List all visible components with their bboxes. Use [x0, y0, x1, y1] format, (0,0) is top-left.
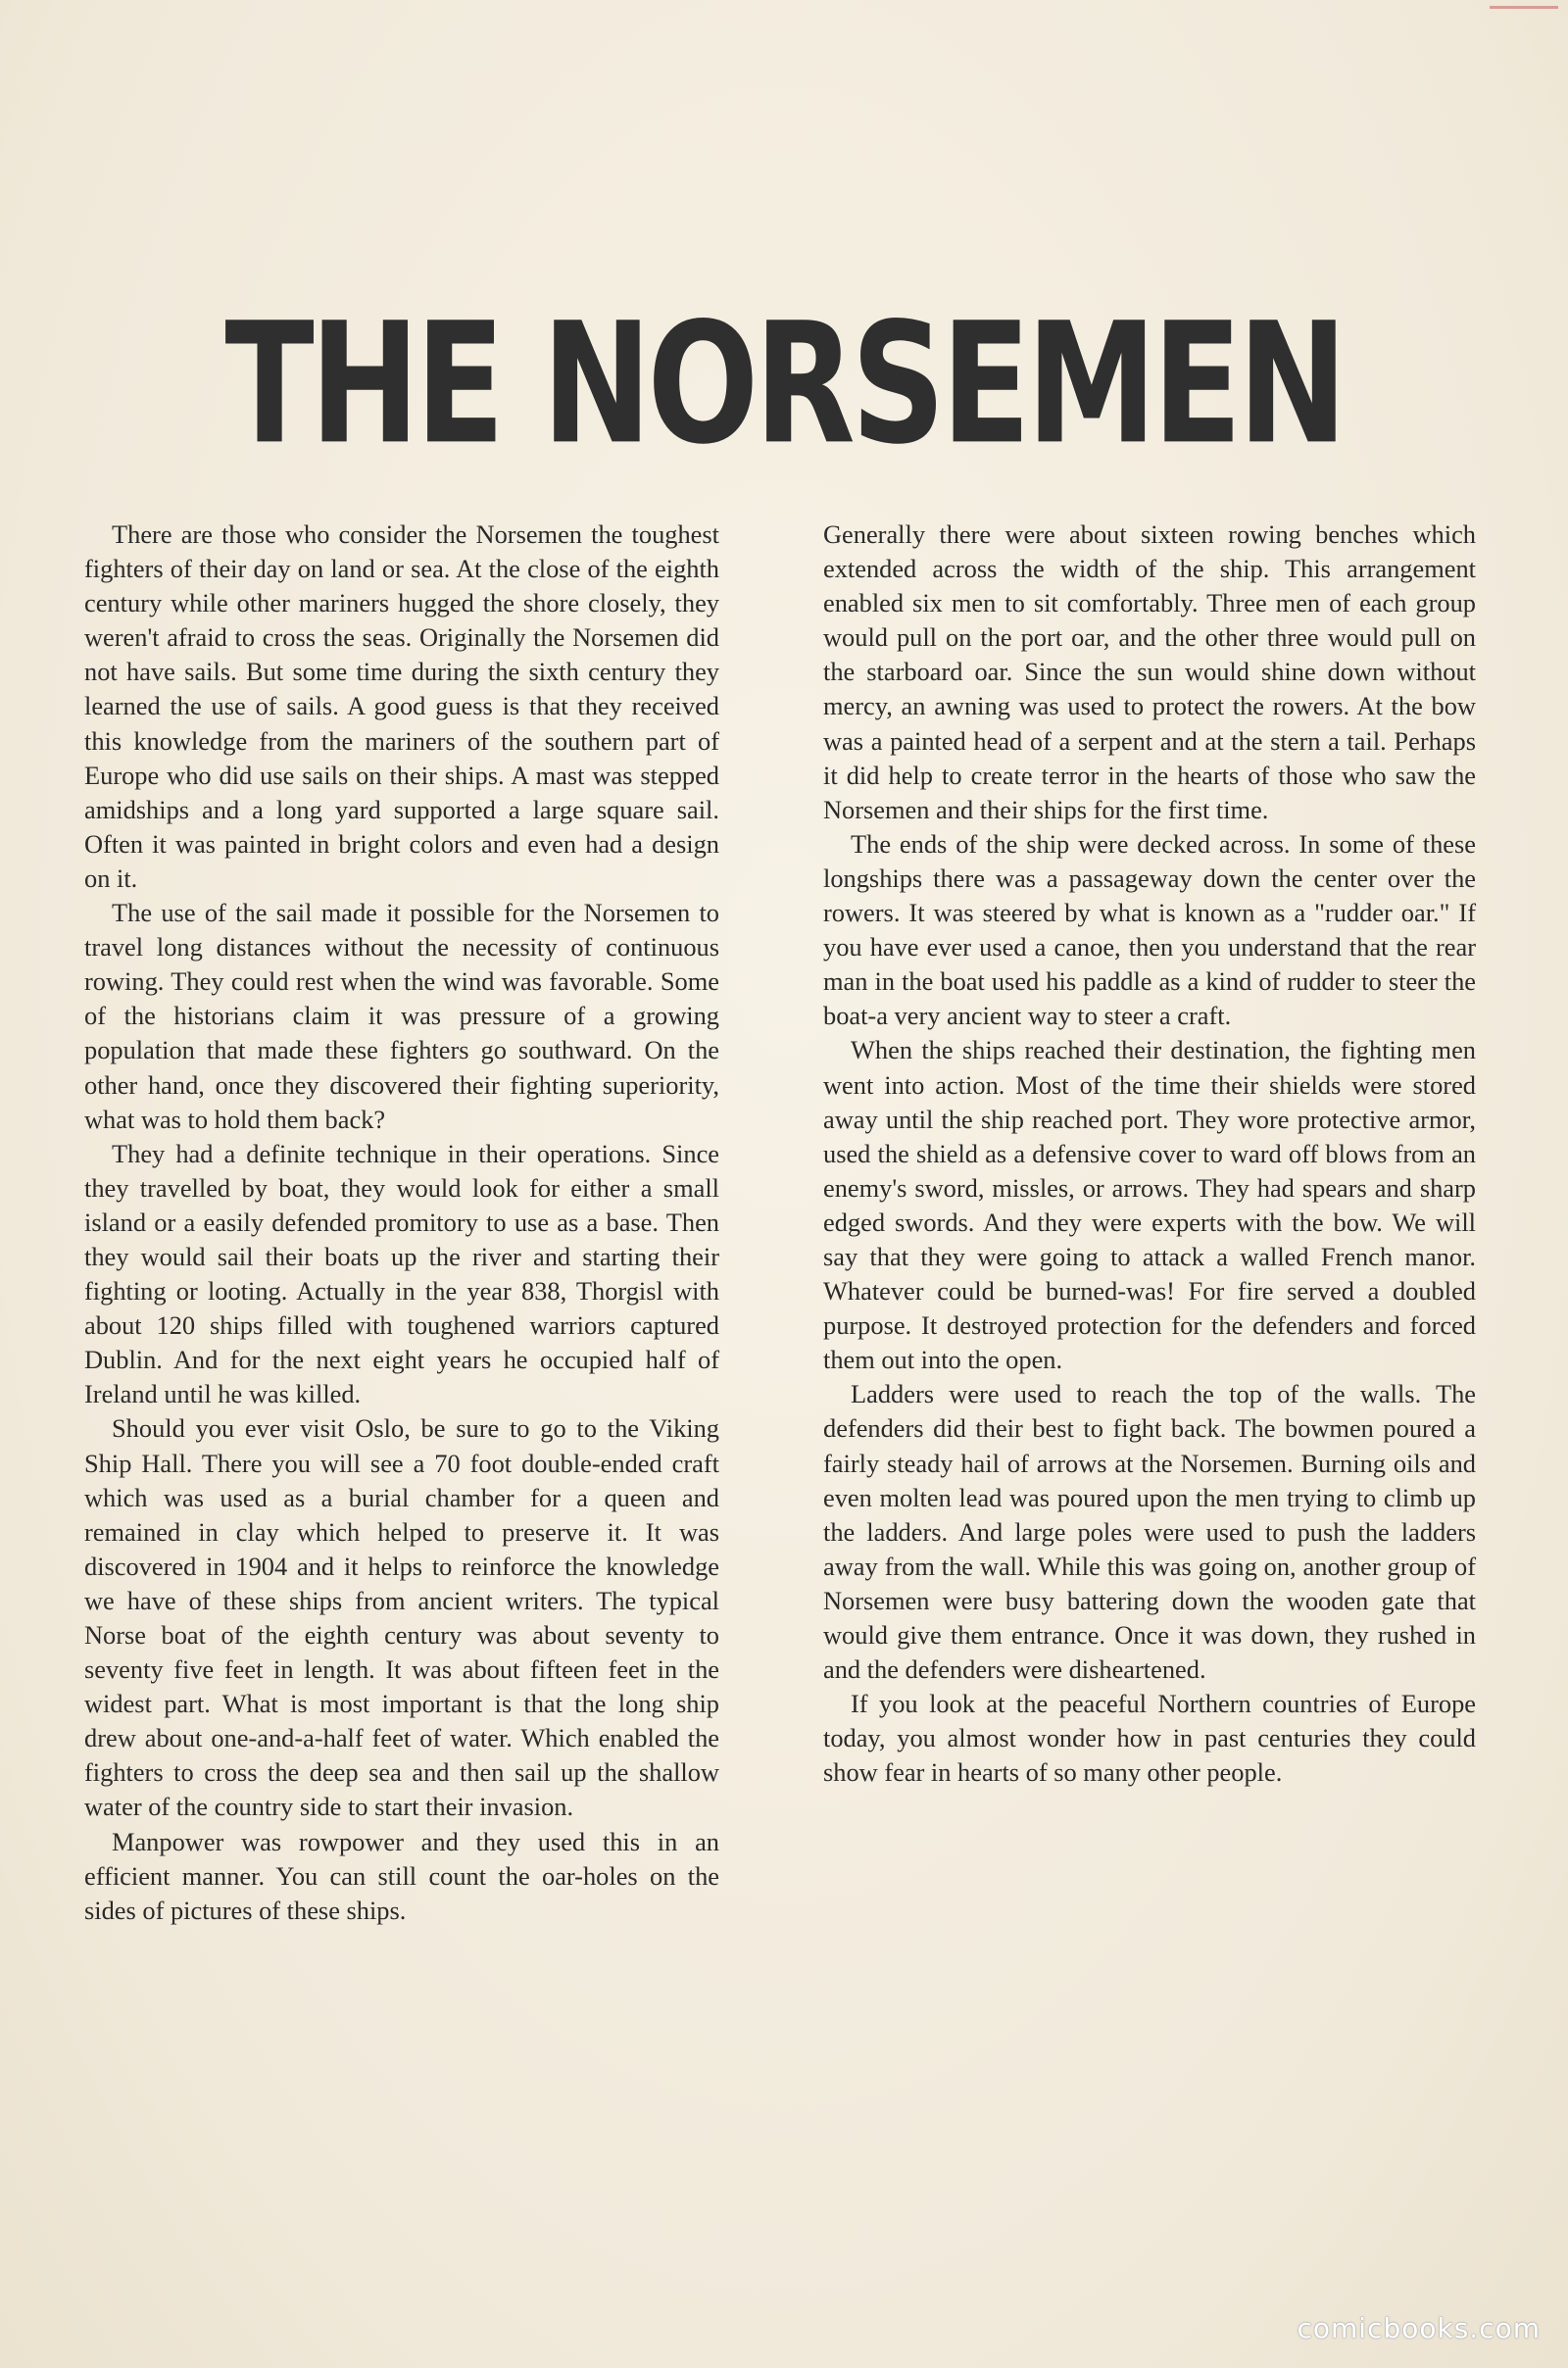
right-column [823, 518, 1476, 1790]
page-title: THE NORSEMEN [224, 286, 1344, 481]
paragraph: The ends of the ship were decked across. In some of these longships there was a passageway down the center over the rowers. It was steered by what is known as a "rudder oar." If you have ever used a canoe, then you understand that the rear man in the boat used his paddle as a kind of rudder to steer the boat-a very ancient way to steer a craft. [823, 828, 1476, 1031]
paragraph: Generally there were about sixteen rowing benches which extended across the width of the ship. This arrangement enabled six men to sit comfortably. Three men of each group would pull on the port oar, and the other three would pull on the starboard oar. Since the sun would shine down without mercy, an awning was used to protect the rowers. At the bow was a painted head of a serpent and at the stern a tail. Perhaps it did help to create terror in the hearts of those who saw the Norsemen and their ships for the first time. [823, 519, 1476, 824]
paragraph: Ladders were used to reach the top of the walls. The defenders did their best to fight back. The bowmen poured a fairly steady hail of arrows at the Norsemen. Burning oils and even molten lead was poured upon the men trying to climb up the ladders. And large poles were used to push the ladders away from the wall. While this was going on, another group of Norsemen were busy battering down the wooden gate that would give them entrance. Once it was down, they rushed in and the defenders were disheartened. [823, 1379, 1476, 1685]
paragraph: Manpower was rowpower and they used this in an efficient manner. You can still count the oar-holes on the sides of pictures of these ships. [84, 1826, 719, 1925]
paragraph: They had a definite technique in their operations. Since they travelled by boat, they would look for either a small island or a easily defended promitory to use as a base. Then they would sail their boats up the river and starting their fighting or looting. Actually in the year 838, Thorgisl with about 120 ships filled with toughened warriors captured Dublin. And for the next eight years he occupied half of Ireland until he was killed. [84, 1138, 719, 1409]
paragraph: The use of the sail made it possible for the Norsemen to travel long distances without the necessity of continuous rowing. They could rest when the wind was favorable. Some of the historians claim it was pressure of a growing population that made these fighters go southward. On the other hand, once they discovered their fighting superiority, what was to hold them back? [84, 898, 719, 1134]
paragraph: If you look at the peaceful Northern countries of Europe today, you almost wonder how in past centuries they could show fear in hearts of so many other people. [823, 1689, 1476, 1788]
paragraph: Should you ever visit Oslo, be sure to go to the Viking Ship Hall. There you will see a 70 foot double-ended craft which was used as a burial chamber for a queen and remained in clay which helped to preserve it. It was discovered in 1904 and it helps to reinforce the knowledge we have of these ships from ancient writers. The typical Norse boat of the eighth century was about seventy to seventy five feet in length. It was about fifteen feet in the widest part. What is most important is that the long ship drew about one-and-a-half feet of water. Which enabled the fighters to cross the deep sea and then sail up the shallow water of the country side to start their invasion. [84, 1413, 719, 1822]
paragraph: When the ships reached their destination, the fighting men went into action. Most of the time their shields were stored away until the ship reached port. They wore protective armor, used the shield as a defensive cover to ward off blows from an enemy's sword, missles, or arrows. They had spears and sharp edged swords. And they were experts with the bow. We will say that they were going to attack a walled French manor. Whatever could be burned-was! For fire served a doubled purpose. It destroyed protection for the defenders and forced them out into the open. [823, 1035, 1476, 1375]
watermark-text: comicbooks.com [1297, 2312, 1541, 2344]
left-column [84, 518, 719, 1928]
paragraph: There are those who consider the Norsemen the toughest fighters of their day on land or sea. At the close of the eighth century while other mariners hugged the shore closely, they weren't afraid to cross the seas. Originally the Norsemen did not have sails. But some time during the sixth century they learned the use of sails. A good guess is that they received this knowledge from the mariners of the southern part of Europe who did use sails on their ships. A mast was stepped amidships and a long yard supported a large square sail. Often it was painted in bright colors and even had a design on it. [84, 519, 719, 893]
corner-mark [1490, 6, 1558, 9]
